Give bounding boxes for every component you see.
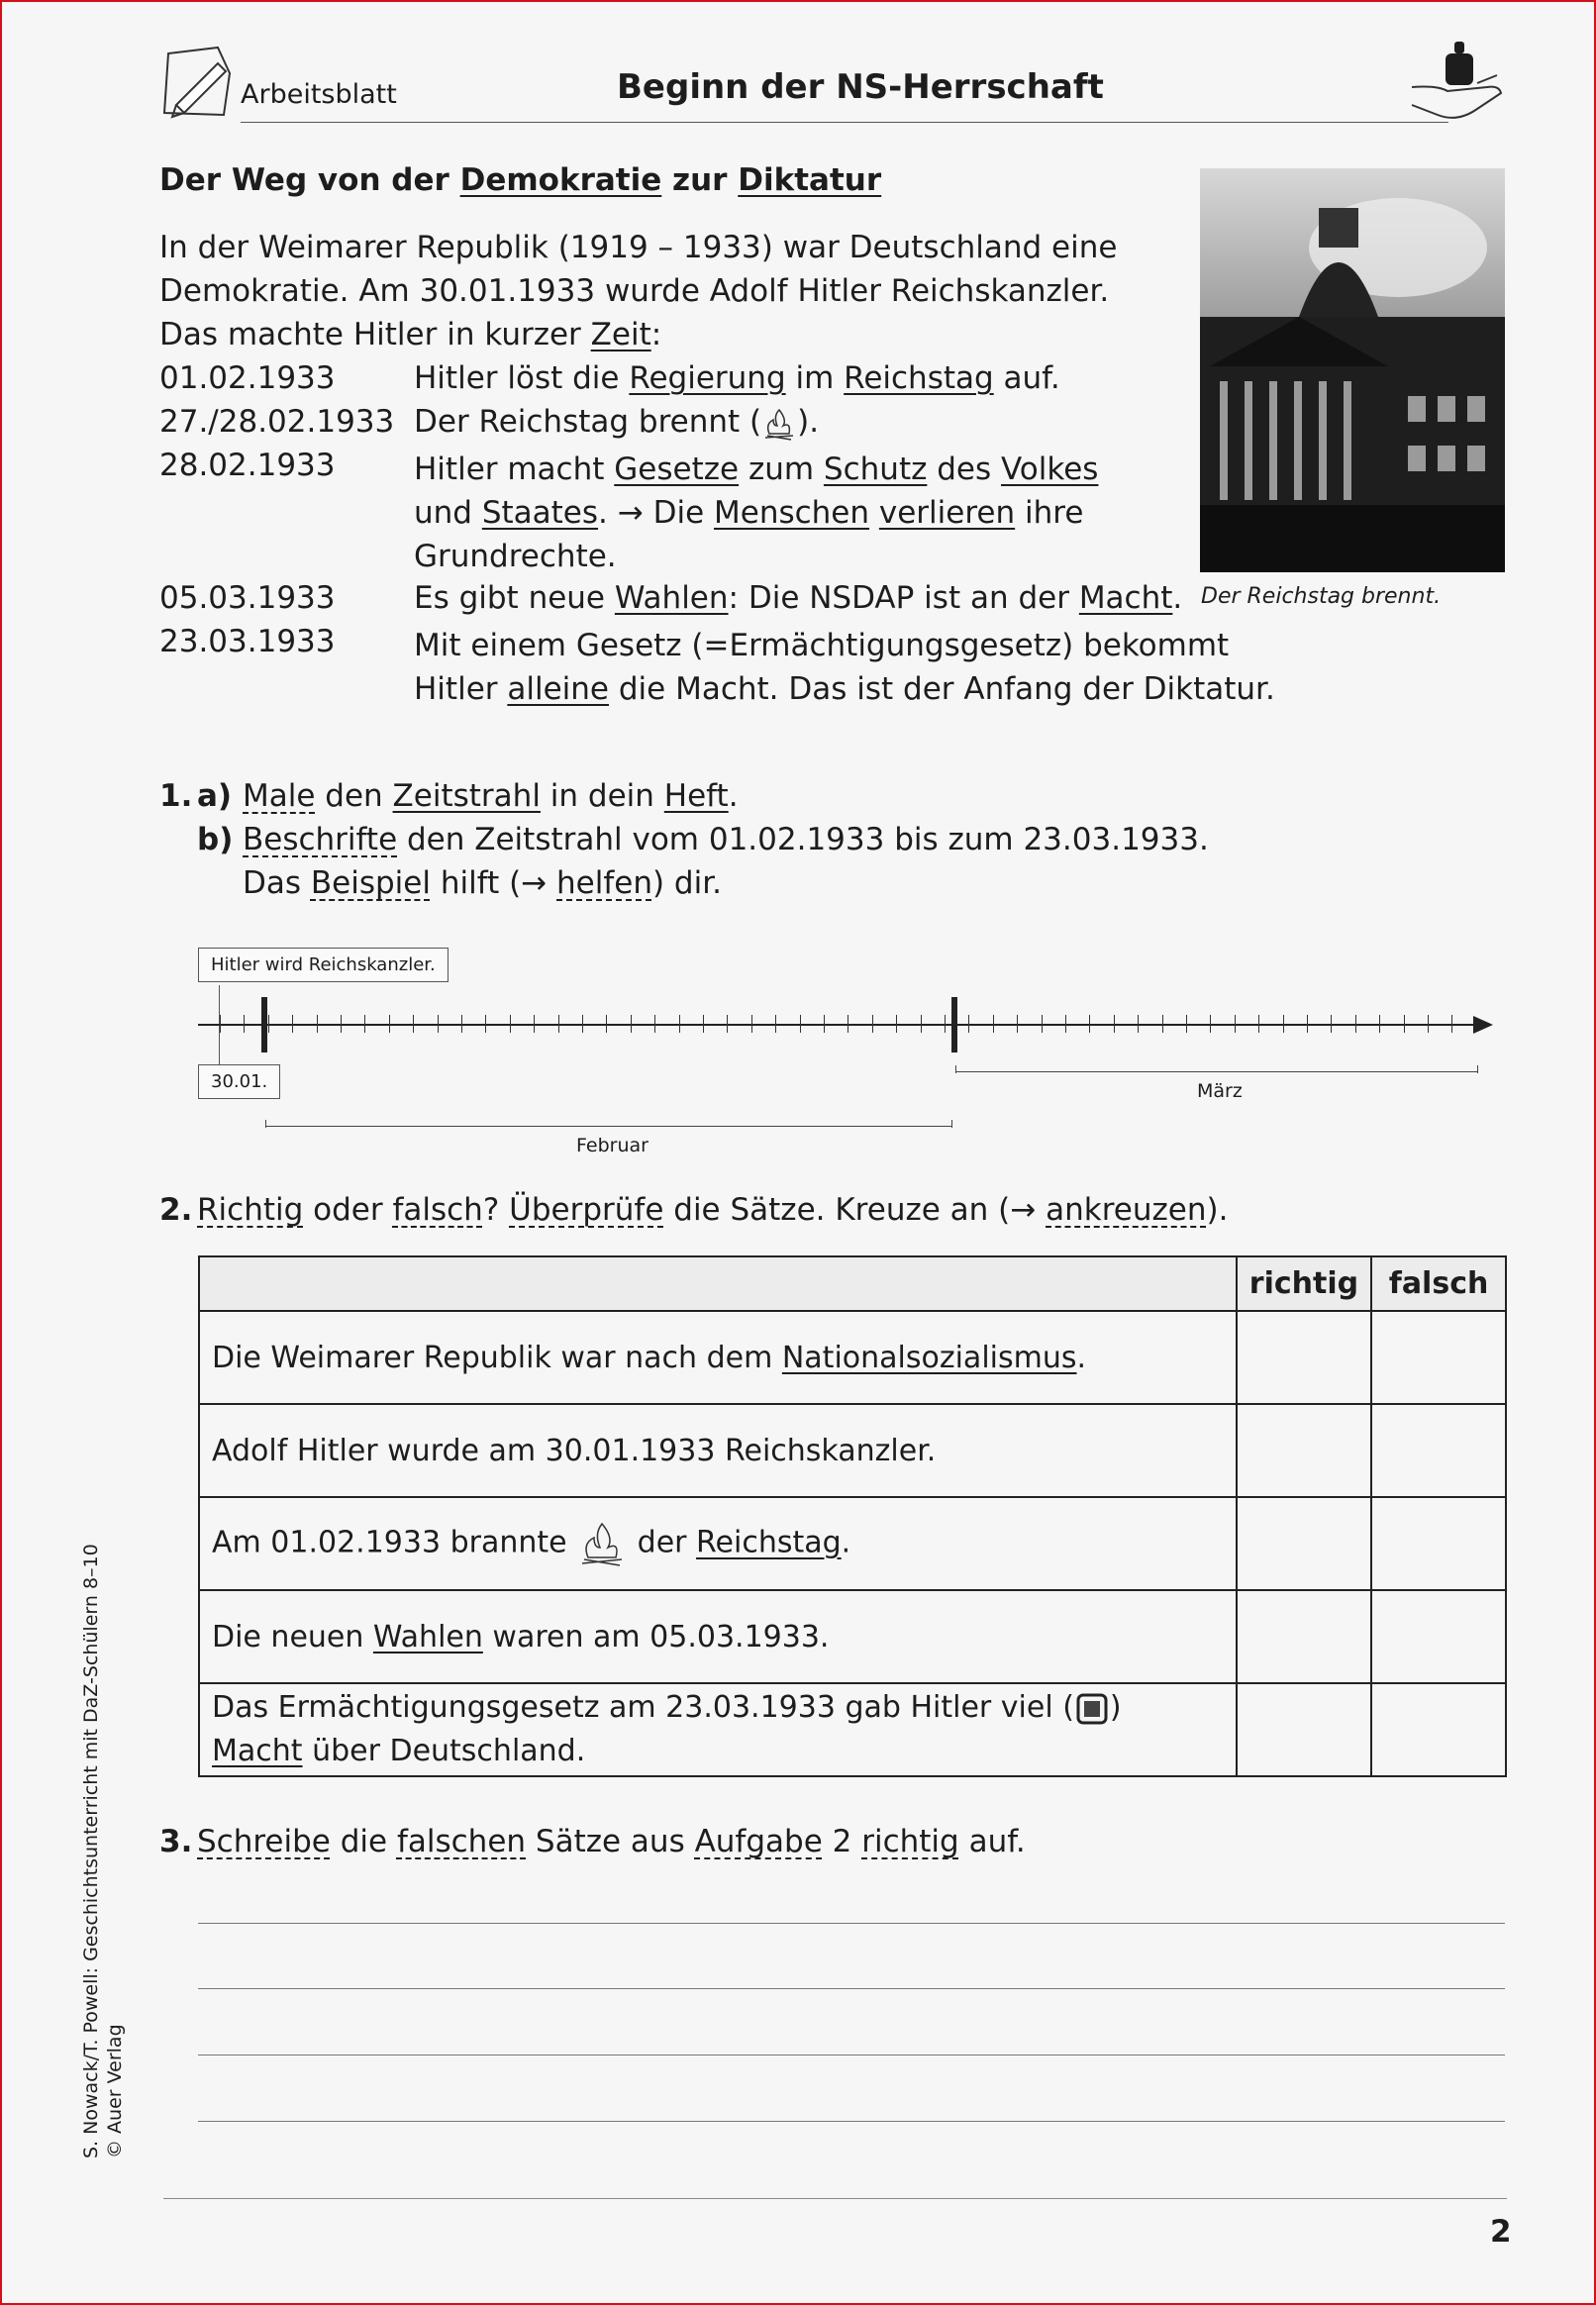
month-label-mar: März: [1197, 1080, 1243, 1102]
timeline-tick: [703, 1015, 704, 1033]
timeline-tick: [364, 1015, 365, 1033]
task-1a-text: Male den Zeitstrahl in dein Heft.: [243, 778, 739, 814]
timeline-example-date: 30.01.: [198, 1064, 280, 1099]
timeline-tick: [1451, 1015, 1452, 1033]
checkbox-false[interactable]: [1371, 1590, 1506, 1683]
timeline-tick: [534, 1015, 535, 1033]
timeline-tick: [921, 1015, 922, 1033]
timeline-tick: [1307, 1015, 1308, 1033]
event-date: 05.03.1933: [159, 580, 336, 616]
event-date: 28.02.1933: [159, 448, 336, 483]
header-rule: [241, 122, 1448, 123]
timeline-tick: [1258, 1015, 1259, 1033]
timeline-tick: [1331, 1015, 1332, 1033]
timeline-tick: [896, 1015, 897, 1033]
timeline-tick: [727, 1015, 728, 1033]
timeline-tick: [1186, 1015, 1187, 1033]
event-date: 27./28.02.1933: [159, 404, 395, 440]
statement-cell: Adolf Hitler wurde am 30.01.1933 Reichskanzler.: [199, 1404, 1237, 1497]
timeline-tick: [631, 1015, 632, 1033]
statement-cell: Das Ermächtigungsgesetz am 23.03.1933 gab Hitler viel ( ) Macht über Deutschland.: [199, 1683, 1237, 1776]
checkbox-false[interactable]: [1371, 1683, 1506, 1776]
checkbox-true[interactable]: [1237, 1497, 1371, 1590]
answer-line[interactable]: [198, 2121, 1505, 2122]
checkbox-true[interactable]: [1237, 1683, 1371, 1776]
timeline-arrowhead: [1473, 1016, 1493, 1034]
task-number: 1.: [159, 778, 193, 814]
task-1b-hint: Das Beispiel hilft (→ helfen) dir.: [243, 865, 722, 901]
task-1b-text: Beschrifte den Zeitstrahl vom 01.02.1933 bis zum 23.03.1933.: [243, 822, 1209, 857]
checkbox-true[interactable]: [1237, 1590, 1371, 1683]
timeline-axis: [198, 1024, 1480, 1026]
hand-weight-icon: [1408, 36, 1507, 135]
table-row: [199, 1497, 1506, 1590]
timeline-tick: [968, 1015, 969, 1033]
task-2-text: Richtig oder falsch? Überprüfe die Sätze. Kreuze an (→ ankreuzen).: [197, 1192, 1229, 1228]
table-header-row: [199, 1256, 1506, 1311]
timeline-tick: [1042, 1015, 1043, 1033]
table-row: [199, 1683, 1506, 1776]
timeline-tick: [413, 1015, 414, 1033]
table-row: [199, 1311, 1506, 1404]
task-sublabel: a): [197, 778, 233, 814]
reichstag-photo: [1200, 168, 1505, 572]
timeline-tick: [1210, 1015, 1211, 1033]
checkbox-false[interactable]: [1371, 1311, 1506, 1404]
timeline-tick: [389, 1015, 390, 1033]
timeline-example-label: Hitler wird Reichskanzler.: [198, 948, 449, 982]
intro-text: In der Weimarer Republik (1919 – 1933) war Deutschland eine Demokratie. Am 30.01.1933 wurde Adolf Hitler Reichskanzler. Das machte Hitler in kurzer Zeit:: [159, 230, 1118, 352]
table-row: [199, 1590, 1506, 1683]
page-number: 2: [1490, 2214, 1512, 2250]
answer-line[interactable]: [198, 2054, 1505, 2055]
task-number: 2.: [159, 1192, 193, 1228]
timeline-tick: [800, 1015, 801, 1033]
footer-rule: [163, 2198, 1507, 2199]
timeline-tick: [510, 1015, 511, 1033]
fire-icon: [761, 406, 797, 442]
header-label: Arbeitsblatt: [241, 79, 397, 110]
column-header-true: richtig: [1237, 1256, 1371, 1311]
power-icon: [1074, 1691, 1110, 1727]
timeline-tick: [292, 1015, 293, 1033]
timeline-tick: [1379, 1015, 1380, 1033]
timeline-tick: [317, 1015, 318, 1033]
task-number: 3.: [159, 1824, 193, 1859]
timeline-tick: [438, 1015, 439, 1033]
checkbox-false[interactable]: [1371, 1497, 1506, 1590]
timeline-tick: [1235, 1015, 1236, 1033]
pencil-paper-icon: [158, 44, 243, 123]
page-title: Beginn der NS-Herrschaft: [617, 67, 1104, 107]
event-text: Mit einem Gesetz (=Ermächtigungsgesetz) bekommt Hitler alleine die Macht. Das ist der Anfang der Diktatur.: [414, 628, 1275, 707]
checkbox-true[interactable]: [1237, 1404, 1371, 1497]
statement-cell: Die neuen Wahlen waren am 05.03.1933.: [199, 1590, 1237, 1683]
month-bracket-mar: [955, 1071, 1478, 1072]
timeline-tick: [1114, 1015, 1115, 1033]
timeline-tick: [872, 1015, 873, 1033]
side-credit: S. Nowack/T. Powell: Geschichtsunterricht mit DaZ-Schülern 8–10 © Auer Verlag: [80, 1544, 126, 2158]
timeline-tick: [1017, 1015, 1018, 1033]
timeline-tick: [1404, 1015, 1405, 1033]
timeline-tick: [1355, 1015, 1356, 1033]
timeline-tick: [558, 1015, 559, 1033]
photo-caption: Der Reichstag brennt.: [1201, 584, 1442, 609]
timeline-tick: [268, 1015, 269, 1033]
answer-line[interactable]: [198, 1923, 1505, 1924]
timeline-tick: [220, 1015, 221, 1033]
month-label-feb: Februar: [576, 1135, 648, 1156]
task-3-text: Schreibe die falschen Sätze aus Aufgabe 2 richtig auf.: [197, 1824, 1026, 1859]
task-sublabel: b): [197, 822, 234, 857]
checkbox-false[interactable]: [1371, 1404, 1506, 1497]
answer-line[interactable]: [198, 1988, 1505, 1989]
event-text: Der Reichstag brennt ( ).: [414, 404, 820, 440]
section-heading: Der Weg von der Demokratie zur Diktatur: [159, 162, 882, 198]
event-date: 01.02.1933: [159, 360, 336, 396]
timeline-tick: [945, 1015, 946, 1033]
checkbox-true[interactable]: [1237, 1311, 1371, 1404]
table-row: [199, 1404, 1506, 1497]
timeline-tick: [1089, 1015, 1090, 1033]
timeline-tick: [606, 1015, 607, 1033]
event-text: Hitler löst die Regierung im Reichstag auf.: [414, 360, 1060, 396]
fire-icon: [576, 1520, 628, 1567]
timeline-tick: [244, 1015, 245, 1033]
event-text: Hitler macht Gesetze zum Schutz des Volkes und Staates. → Die Menschen verlieren ihre Grundrechte.: [414, 451, 1099, 574]
statement-cell: Am 01.02.1933 brannte der Reichstag.: [199, 1497, 1237, 1590]
statement-cell: Die Weimarer Republik war nach dem Nationalsozialismus.: [199, 1311, 1237, 1404]
event-text: Es gibt neue Wahlen: Die NSDAP ist an der Macht.: [414, 580, 1183, 616]
timeline-tick: [993, 1015, 994, 1033]
timeline-tick: [1065, 1015, 1066, 1033]
timeline-tick: [775, 1015, 776, 1033]
timeline-tick: [485, 1015, 486, 1033]
column-header-false: falsch: [1371, 1256, 1506, 1311]
timeline-marker-start: [261, 997, 267, 1052]
timeline-tick: [679, 1015, 680, 1033]
timeline-tick: [1138, 1015, 1139, 1033]
timeline-tick: [751, 1015, 752, 1033]
timeline-tick: [824, 1015, 825, 1033]
event-date: 23.03.1933: [159, 624, 336, 659]
timeline-tick: [461, 1015, 462, 1033]
month-bracket-feb: [265, 1126, 952, 1127]
timeline-tick: [1162, 1015, 1163, 1033]
timeline-tick: [1283, 1015, 1284, 1033]
timeline-tick: [654, 1015, 655, 1033]
timeline-tick: [341, 1015, 342, 1033]
timeline-tick: [582, 1015, 583, 1033]
timeline-tick: [1428, 1015, 1429, 1033]
timeline-marker-month: [951, 997, 957, 1052]
true-false-table: [198, 1255, 1507, 1777]
